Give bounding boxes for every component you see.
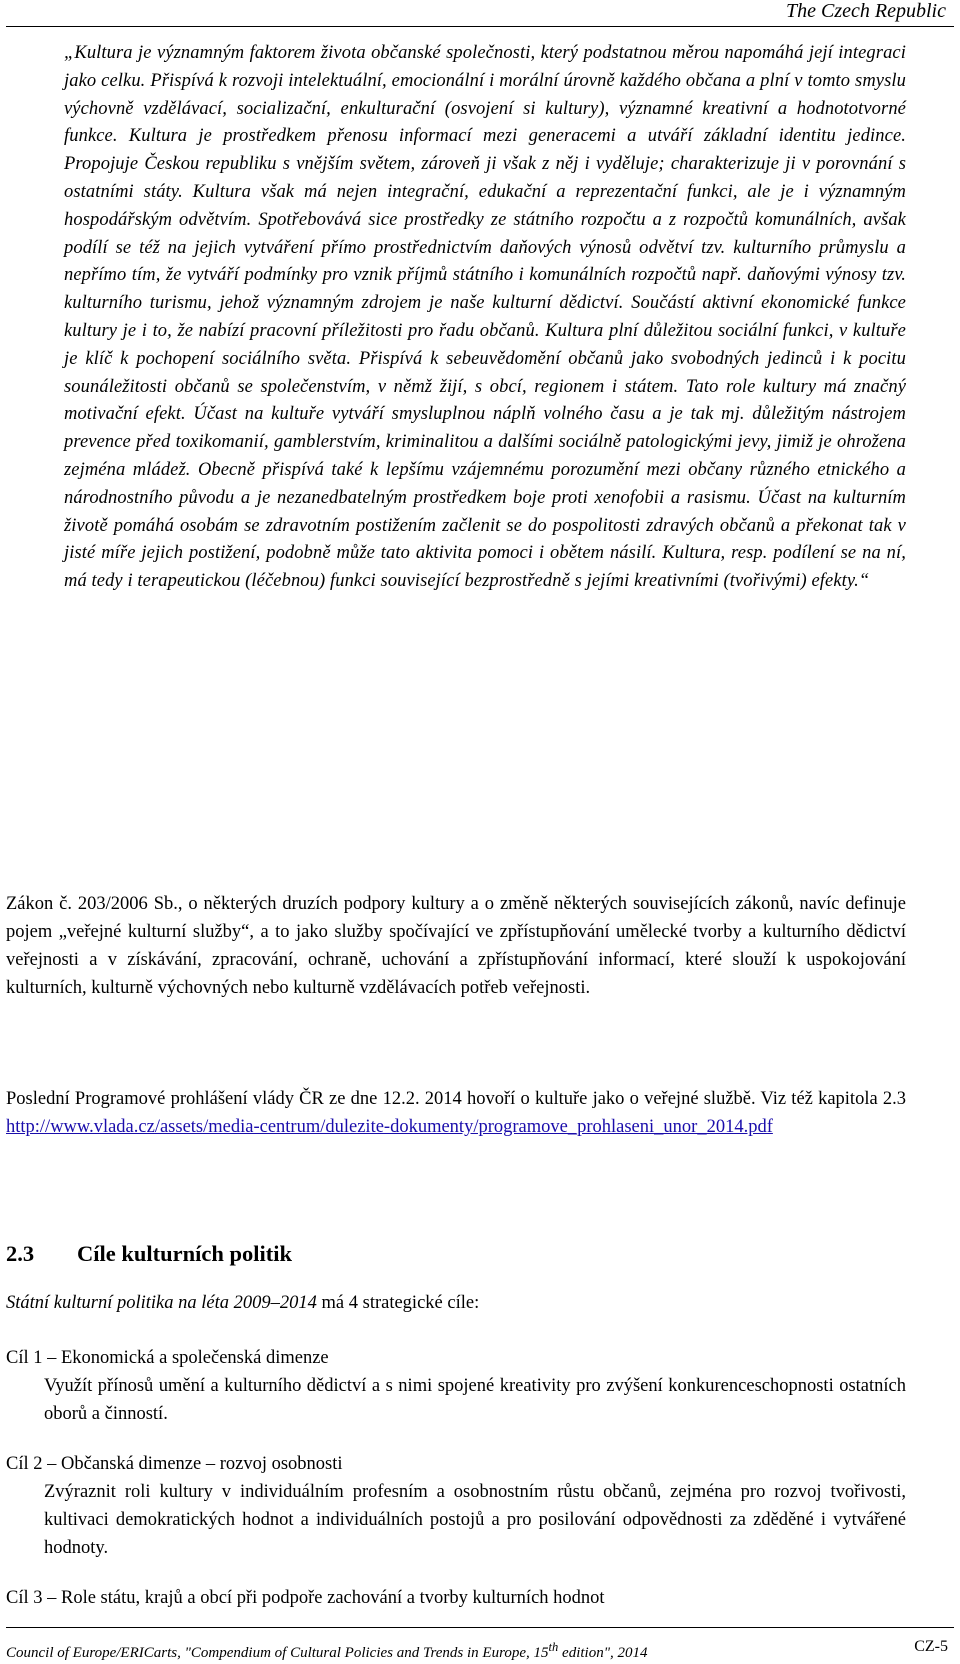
paragraph-programme-text: Poslední Programové prohlášení vlády ČR ze dne 12.2. 2014 hovoří o kultuře jako o veřejné službě. Viz též kapitola 2.3 — [6, 1089, 906, 1109]
goal-3 — [6, 1584, 906, 1612]
footer-citation — [6, 1636, 648, 1664]
goal-3-title: Cíl 3 – Role státu, krajů a obcí při podpoře zachování a tvorby kulturních hodnot — [6, 1588, 605, 1608]
strategy-intro-rest: má 4 strategické cíle: — [316, 1293, 480, 1313]
paragraph-programme — [6, 1085, 906, 1141]
header-title: The Czech Republic — [786, 0, 946, 22]
page-header — [6, 0, 954, 27]
goal-1 — [6, 1344, 906, 1428]
section-title: Cíle kulturních politik — [77, 1241, 293, 1266]
quote-block: „Kultura je významným faktorem života občanské společnosti, který podstatnou měrou napomáhá její integraci jako celku. Přispívá k rozvoji intelektuální, emocionální i morální úrovně každého občana a plní v tomto smyslu výchovně vzdělávací, socializační, enkulturační (osvojení si kultury), významné kreativní a hodnototvorné funkce. Kultura je prostředkem přenosu informací mezi generacemi a utváří základní identitu jedince. Propojuje Českou republiku s vnějším světem, zároveň ji však z něj i vyděluje; charakterizuje ji v porovnání s ostatními státy. Kultura však má nejen integrační, edukační a reprezentační funkci, ale je i významným hospodářským odvětvím. Spotřebovává sice prostředky ze státního rozpočtu a z rozpočtů komunálních, avšak podílí se též na jejich vytváření přímo prostřednictvím daňových výnosů odvětví tzv. kulturního průmyslu a nepřímo tím, že vytváří podmínky pro vznik příjmů státního i komunálních rozpočtů např. daňovými výnosy tzv. kulturního turismu, jehož významným zdrojem je naše kulturní dědictví. Součástí aktivní ekonomické funkce kultury je i to, že nabízí pracovní příležitosti pro řadu občanů. Kultura plní důležitou sociální funkci, v kultuře je klíč k pochopení sociálního světa. Přispívá k sebeuvědomění občanů jako svobodných jedinců i k pocitu sounáležitosti občanů se společenstvím, v němž žijí, s obcí, regionem i státem. Tato role kultury má značný motivační efekt. Účast na kultuře vytváří smysluplnou náplň volného času a je tak mj. důležitým nástrojem prevence před toxikomanií, gamblerstvím, kriminalitou a dalšími sociálně patologickými jevy, jimiž je ohrožena zejména mládež. Obecně přispívá také k lepšímu vzájemnému porozumění mezi občany různého etnického a národnostního původu a je nezanedbatelným prostředkem boje proti xenofobii a rasismu. Účast na kulturním životě pomáhá osobám se zdravotním postižením začlenit se do pospolitosti zdravých občanů a překonat tak v jisté míře jejich postižení, podobně může tato aktivita pomoci i obětem násilí. Kultura, resp. podílení se na ní, má tedy i terapeutickou (léčebnou) funkci související bezprostředně s jejími kreativními (tvořivými) efekty.“ — [64, 43, 906, 592]
page-footer — [6, 1627, 954, 1661]
page-number: CZ-5 — [914, 1638, 948, 1655]
strategy-intro — [6, 1289, 479, 1317]
goal-2 — [6, 1450, 906, 1562]
section-number: 2.3 — [6, 1241, 35, 1266]
footer-citation-start: Council of Europe/ERICarts, "Compendium of Cultural Policies and Trends in Europe, 15 — [6, 1645, 549, 1661]
footer-citation-sup: th — [548, 1640, 559, 1654]
strategy-intro-italic: Státní kulturní politika na léta 2009–2014 — [6, 1293, 317, 1313]
goal-1-title: Cíl 1 – Ekonomická a společenská dimenze — [6, 1348, 329, 1368]
paragraph-law: Zákon č. 203/2006 Sb., o některých druzích podpory kultury a o změně některých souvisejících zákonů, navíc definuje pojem „veřejné kulturní služby“, a to jako služby spočívající ve zpřístupňování umělecké tvorby a kulturního dědictví veřejnosti a v získávání, zpracování, ochraně, uchování a zpřístupňování informací, které slouží k uspokojování kulturních, kulturně výchovných nebo kulturně vzdělávacích potřeb veřejnosti. — [6, 894, 906, 998]
footer-citation-end: edition", 2014 — [558, 1645, 648, 1661]
goal-1-body: Využít přínosů umění a kulturního dědictví a s nimi spojené kreativity pro zvýšení konkurenceschopnosti ostatních oborů a činností. — [44, 1376, 906, 1424]
programme-link[interactable]: http://www.vlada.cz/assets/media-centrum/dulezite-dokumenty/programove_prohlaseni_unor_2014.pdf — [6, 1117, 773, 1137]
section-heading — [6, 1240, 292, 1268]
goal-2-title: Cíl 2 – Občanská dimenze – rozvoj osobnosti — [6, 1454, 343, 1474]
goal-2-body: Zvýraznit roli kultury v individuálním profesním a osobnostním růstu občanů, zejména pro rozvoj tvořivosti, kultivaci demokratických hodnot a individuálních postojů a pro posilování odpovědnosti za zděděné i vytvářené hodnoty. — [44, 1482, 906, 1558]
